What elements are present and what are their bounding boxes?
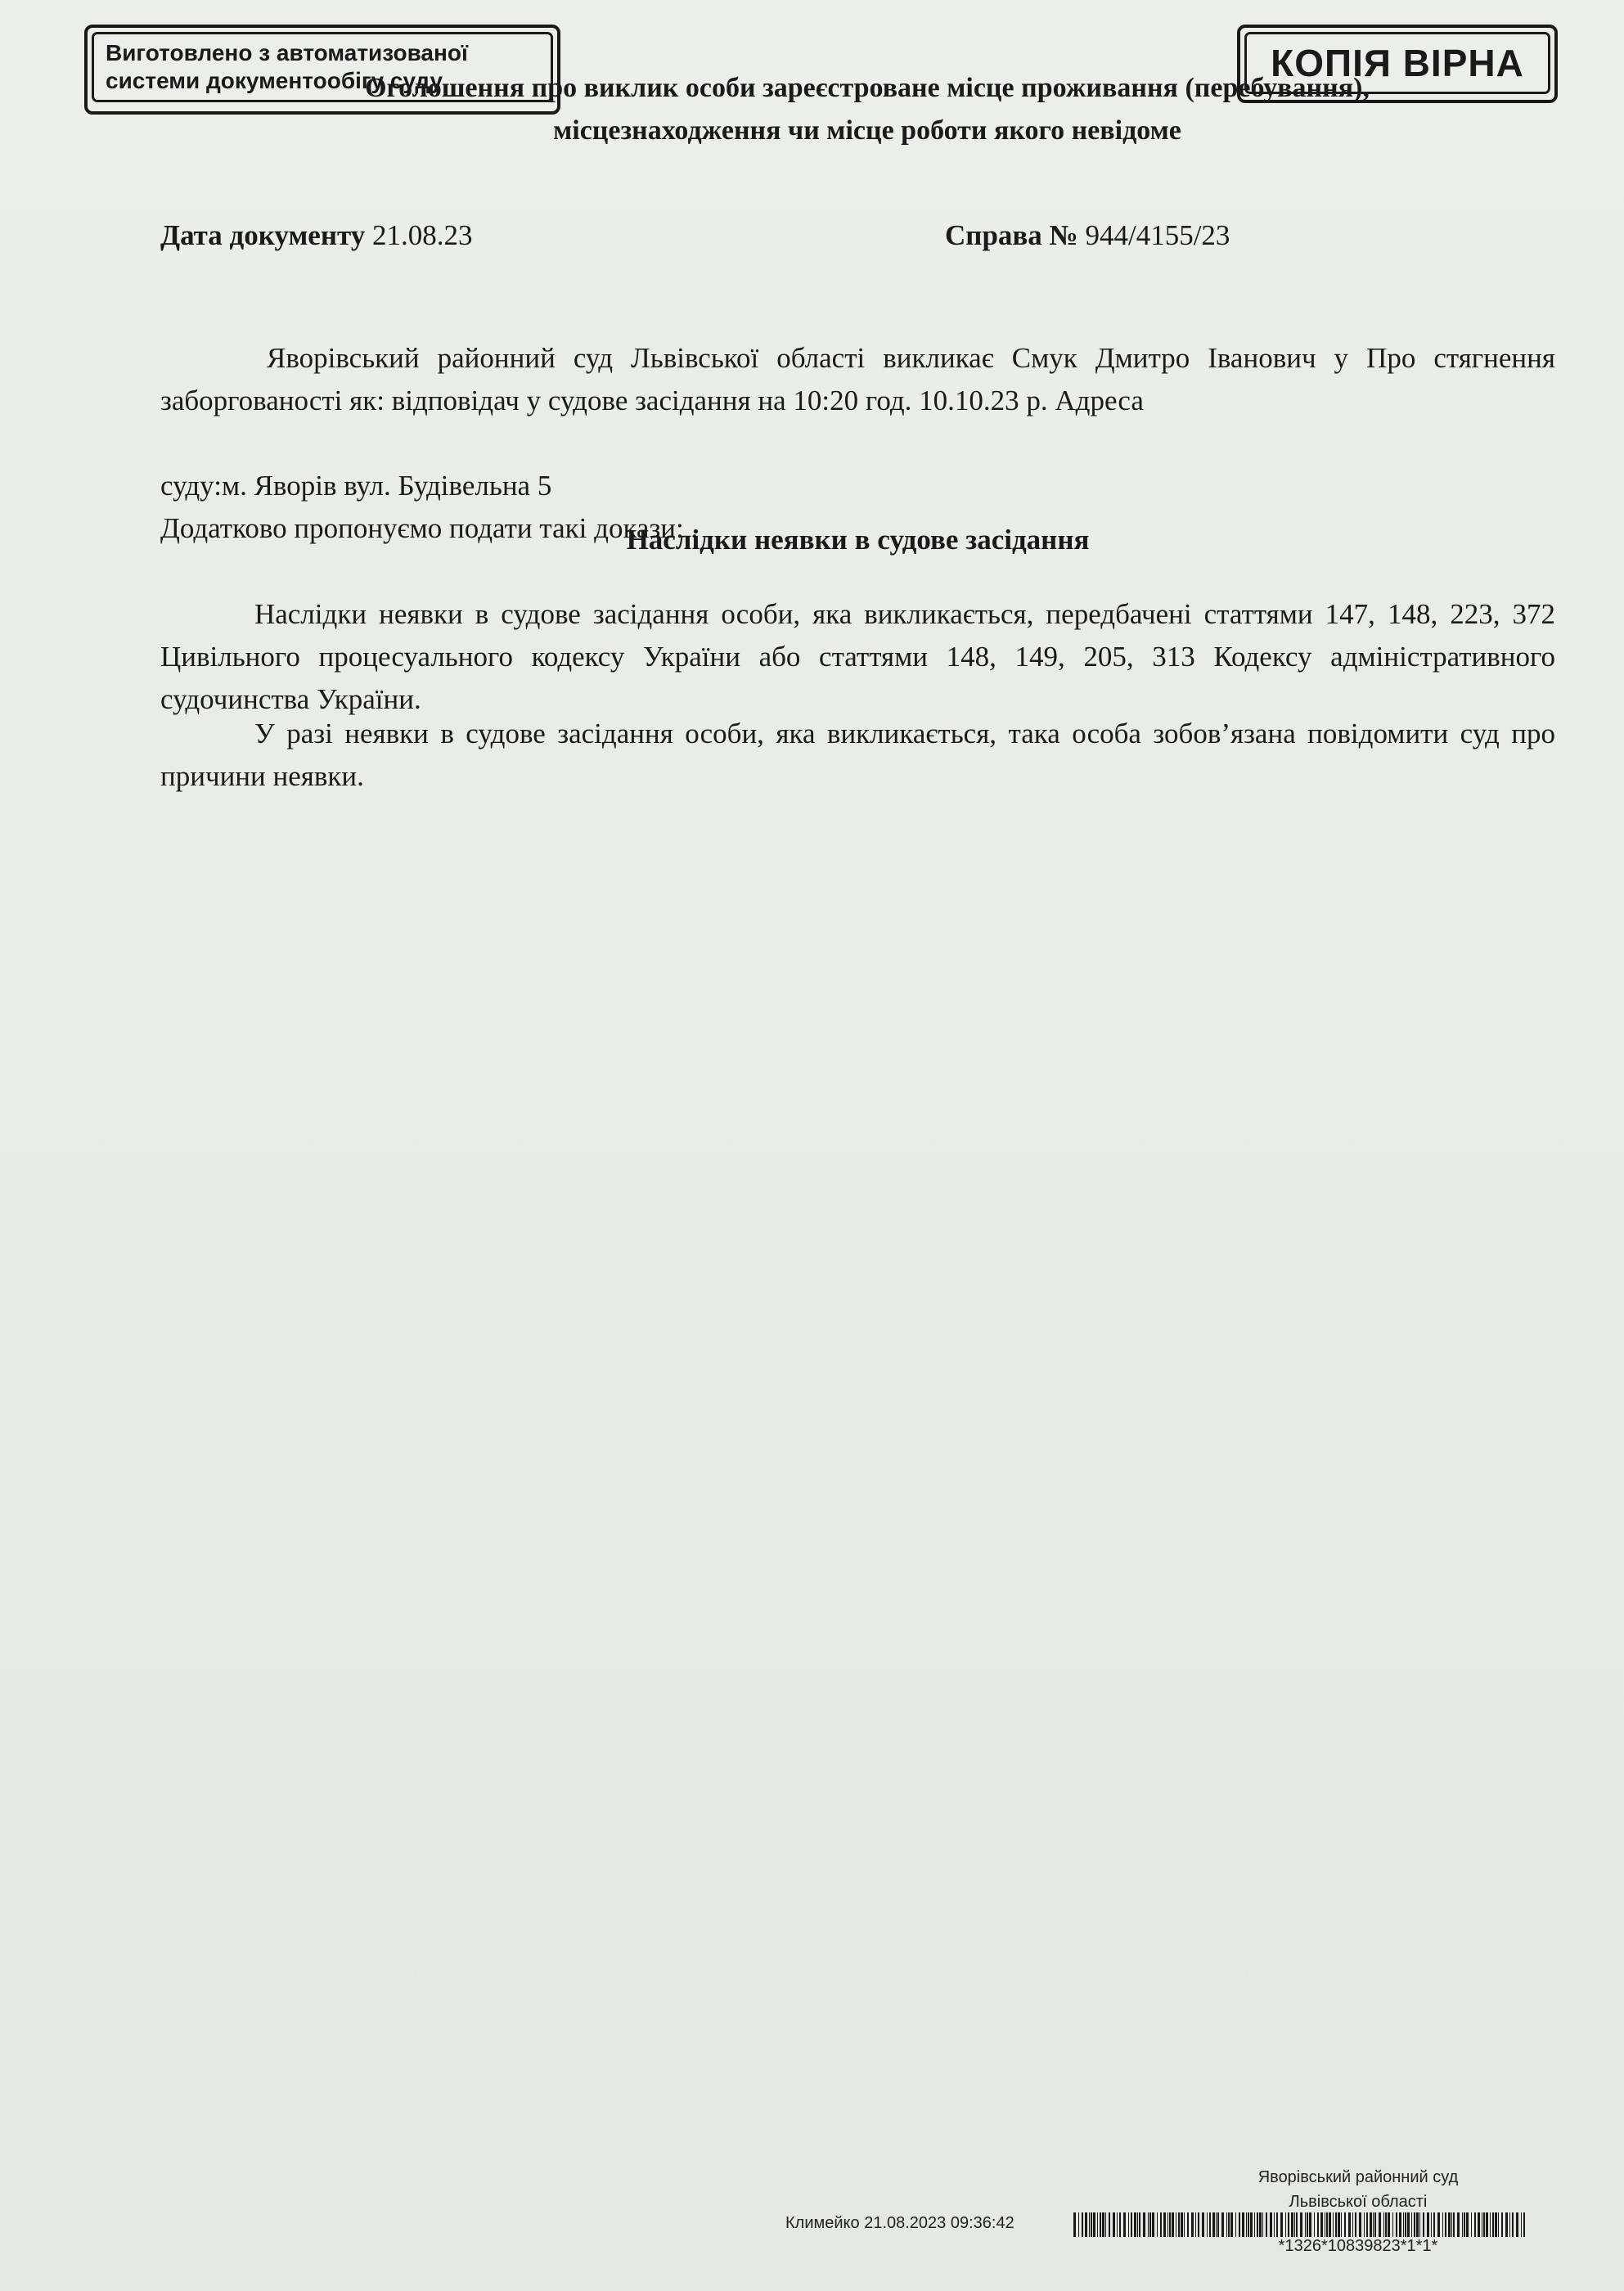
case-number: [945, 219, 1230, 252]
document-footer: [785, 2160, 1571, 2275]
footer-code: *1326*10839823*1*1*: [1278, 2237, 1438, 2255]
summons-paragraph: Яворівський районний суд Львівської області викликає Смук Дмитро Іванович у Про стягнення заборгованості як: відповідач у судове засідання на 10:20 год. 10.10.23 р. Адреса: [160, 342, 1555, 416]
consequences-heading: Наслідки неявки в судове засідання: [626, 524, 1090, 556]
footer-court-line1: Яворівський районний суд: [1257, 2168, 1459, 2186]
consequences-paragraph: Наслідки неявки в судове засідання особи, яка викликається, передбачені статтями 147, 148, 223, 372 Цивільного процесуального кодексу України або статтями 148, 149, 205, 313 Кодексу адміністративного судочинства України.: [160, 598, 1555, 715]
court-address: суду:м. Яворів вул. Будівельна 5: [160, 470, 552, 502]
case-label: Справа №: [945, 219, 1078, 251]
auto-stamp-line1: Виготовлено з автоматизованої: [106, 40, 468, 65]
copy-stamp-text: КОПІЯ ВІРНА: [1244, 32, 1550, 94]
date-label: Дата документу: [160, 219, 366, 251]
barcode: [1073, 2212, 1527, 2237]
date-value: 21.08.23: [371, 219, 473, 251]
auto-stamp-line2: системи документообігу суду: [106, 68, 443, 93]
title-line2: місцезнаходження чи місце роботи якого невідоме: [553, 115, 1181, 146]
footer-signer: Климейко 21.08.2023 09:36:42: [785, 2214, 1014, 2232]
document-title: [164, 67, 1571, 152]
footer-court-line2: Львівської області: [1289, 2193, 1428, 2211]
title-line1: Оголошення про виклик особи зареєстроване місце проживання (перебування),: [365, 73, 1370, 103]
notification-paragraph: У разі неявки в судове засідання особи, яка викликається, така особа зобов’язана повідомити суд про причини неявки.: [160, 718, 1555, 792]
document-date: [160, 219, 472, 252]
case-value: 944/4155/23: [1085, 219, 1230, 251]
evidence-request: Додатково пропонуємо подати такі докази: .: [160, 512, 699, 544]
